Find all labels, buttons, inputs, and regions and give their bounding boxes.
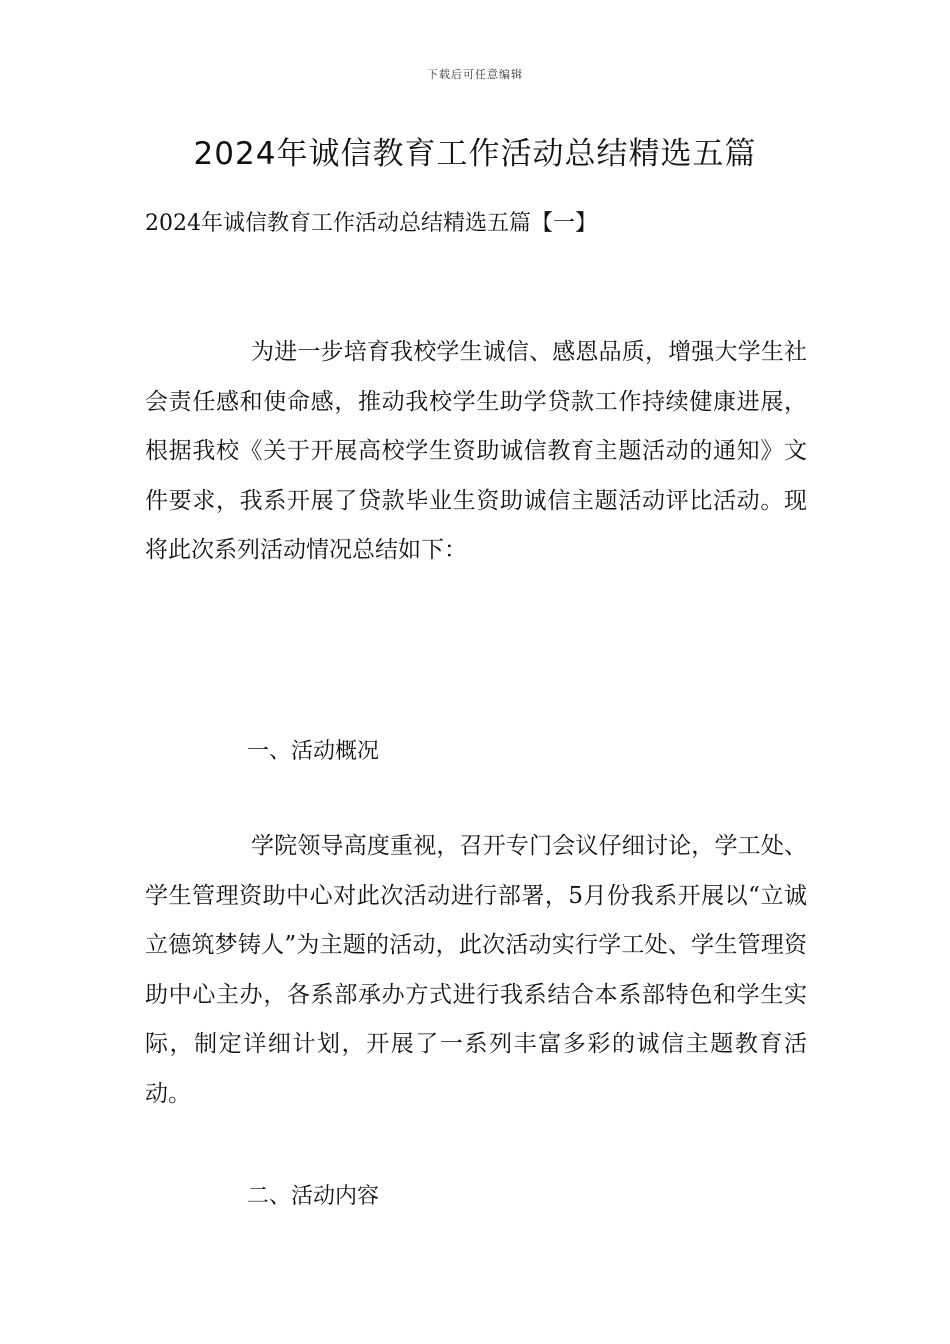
document-title: 2024年诚信教育工作活动总结精选五篇 <box>193 136 757 172</box>
header-note: 下载后可任意编辑 <box>427 68 523 81</box>
heading-activity-overview: 一、活动概况 <box>247 739 380 764</box>
section-subtitle: 2024年诚信教育工作活动总结精选五篇【一】 <box>145 211 597 236</box>
intro-paragraph: 为进一步培育我校学生诚信、感恩品质，增强大学生社会责任感和使命感，推动我校学生助学贷款工作持续健康进展，根据我校《关于开展高校学生资助诚信教育主题活动的通知》文件要求，我系开展了贷款毕业生资助诚信主题活动评比活动。现将此次系列活动情况总结如下： <box>145 339 807 563</box>
overview-paragraph: 学院领导高度重视，召开专门会议仔细讨论，学工处、学生管理资助中心对此次活动进行部署，5月份我系开展以“立诚立德筑梦铸人”为主题的活动，此次活动实行学工处、学生管理资助中心主办，各系部承办方式进行我系结合本系部特色和学生实际，制定详细计划，开展了一系列丰富多彩的诚信主题教育活动。 <box>145 833 807 1107</box>
heading-activity-content: 二、活动内容 <box>247 1184 380 1209</box>
